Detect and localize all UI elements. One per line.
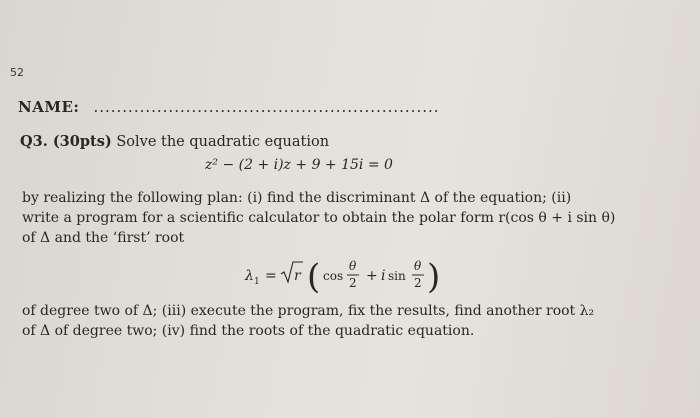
svg-text:r: r [294, 268, 301, 284]
svg-text:2: 2 [414, 276, 422, 290]
svg-text:=: = [265, 268, 277, 284]
svg-text:2: 2 [349, 276, 357, 290]
name-dots: ............................................................ [93, 98, 440, 116]
svg-text:+: + [366, 268, 378, 284]
svg-text:sin: sin [388, 269, 406, 283]
plan-line-5: of Δ of degree two; (iv) find the roots of the quadratic equation. [22, 323, 475, 339]
question-prompt: Solve the quadratic equation [116, 134, 330, 150]
page-number: 52 [10, 66, 24, 79]
plan-line-3: of Δ and the ‘first’ root [22, 230, 185, 246]
svg-text:i: i [381, 268, 386, 284]
quadratic-equation: z² − (2 + i)z + 9 + 15i = 0 [205, 157, 393, 173]
plan-line-2: write a program for a scientific calculator to obtain the polar form r(cos θ + i sin θ) [22, 210, 616, 226]
svg-text:cos: cos [323, 269, 344, 283]
plan-line-4: of degree two of Δ; (iii) execute the program, fix the results, find another root λ₂ [22, 303, 595, 319]
name-label: NAME: [18, 98, 80, 116]
svg-text:θ: θ [349, 259, 357, 273]
question-label: Q3. (30pts) [20, 133, 112, 150]
svg-text:θ: θ [414, 259, 422, 273]
root-formula [245, 250, 475, 300]
name-field [18, 98, 678, 116]
svg-text:(: ( [307, 257, 321, 297]
svg-text:): ) [427, 257, 441, 297]
question-header [20, 133, 329, 150]
svg-text:λ: λ [245, 268, 254, 284]
root-formula-graphic [245, 250, 475, 300]
plan-line-1: by realizing the following plan: (i) find the discriminant Δ of the equation; (ii) [22, 190, 572, 206]
svg-text:1: 1 [254, 277, 260, 287]
